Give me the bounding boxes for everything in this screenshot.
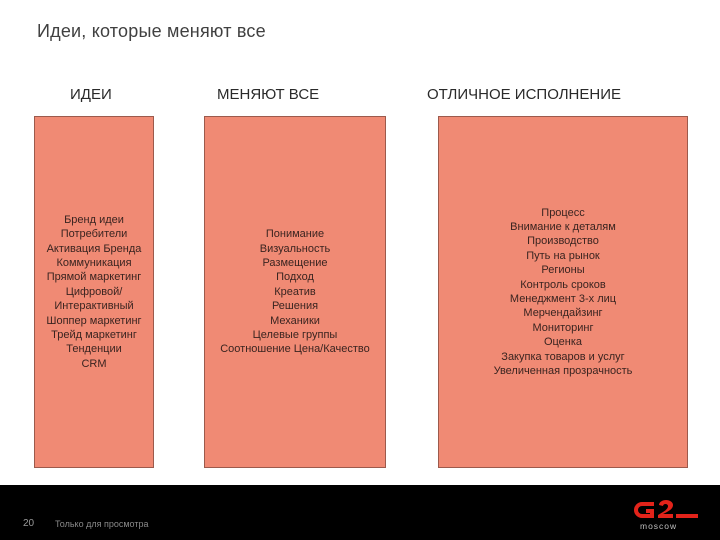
column-item: Увеличенная прозрачность — [493, 365, 633, 378]
column-item: Внимание к деталям — [510, 220, 616, 233]
column-item: Креатив — [274, 285, 316, 298]
column-item: Подход — [276, 271, 314, 284]
column-item: Коммуникация — [56, 256, 132, 269]
g2-logo-mark — [632, 497, 698, 523]
column-item: CRM — [81, 357, 107, 370]
column-item: Понимание — [265, 228, 325, 241]
column-item: Визуальность — [259, 242, 331, 255]
column-item: Цифровой/ — [65, 285, 123, 298]
column-item: Прямой маркетинг — [46, 271, 142, 284]
page-number: 20 — [23, 518, 35, 529]
column-item: Шоппер маркетинг — [46, 314, 142, 327]
column-item: Менеджмент 3-х лиц — [509, 293, 617, 305]
column-item: Соотношение Цена/Качество — [220, 343, 370, 356]
column-item: Мониторинг — [532, 321, 594, 334]
column-item: Потребители — [60, 228, 128, 241]
ideas-box — [34, 116, 154, 468]
column-item: Процесс — [541, 206, 585, 219]
column-item: Закупка товаров и услуг — [501, 350, 625, 363]
column-header-ideas: ИДЕИ — [70, 86, 112, 103]
footer-note: Только для просмотра — [55, 519, 149, 529]
column-item: Регионы — [541, 264, 585, 277]
column-item: Интерактивный — [54, 300, 134, 313]
slide-title: Идеи, которые меняют все — [37, 21, 266, 41]
column-item: Механики — [270, 314, 320, 327]
change-everything-box — [204, 116, 386, 468]
column-item: Решения — [271, 300, 319, 313]
column-item: Размещение — [262, 256, 328, 269]
column-item: Бренд идеи — [64, 213, 124, 226]
column-item: Путь на рынок — [526, 249, 600, 262]
column-item: Целевые группы — [252, 329, 338, 342]
column-item: Активация Бренда — [46, 242, 142, 255]
footer-bar — [0, 485, 720, 540]
column-header-change-everything: МЕНЯЮТ ВСЕ — [217, 86, 320, 103]
execution-box — [438, 116, 688, 468]
column-item: Тенденции — [66, 343, 122, 356]
column-item: Производство — [527, 235, 599, 248]
g2-logo — [632, 497, 698, 537]
column-item: Мерчендайзинг — [523, 307, 603, 320]
column-header-excellent-execution: ОТЛИЧНОЕ ИСПОЛНЕНИЕ — [427, 86, 621, 103]
logo-subtext: moscow — [640, 521, 678, 531]
column-item: Трейд маркетинг — [51, 329, 137, 342]
column-item: Контроль сроков — [520, 278, 606, 291]
column-item: Оценка — [543, 336, 583, 349]
